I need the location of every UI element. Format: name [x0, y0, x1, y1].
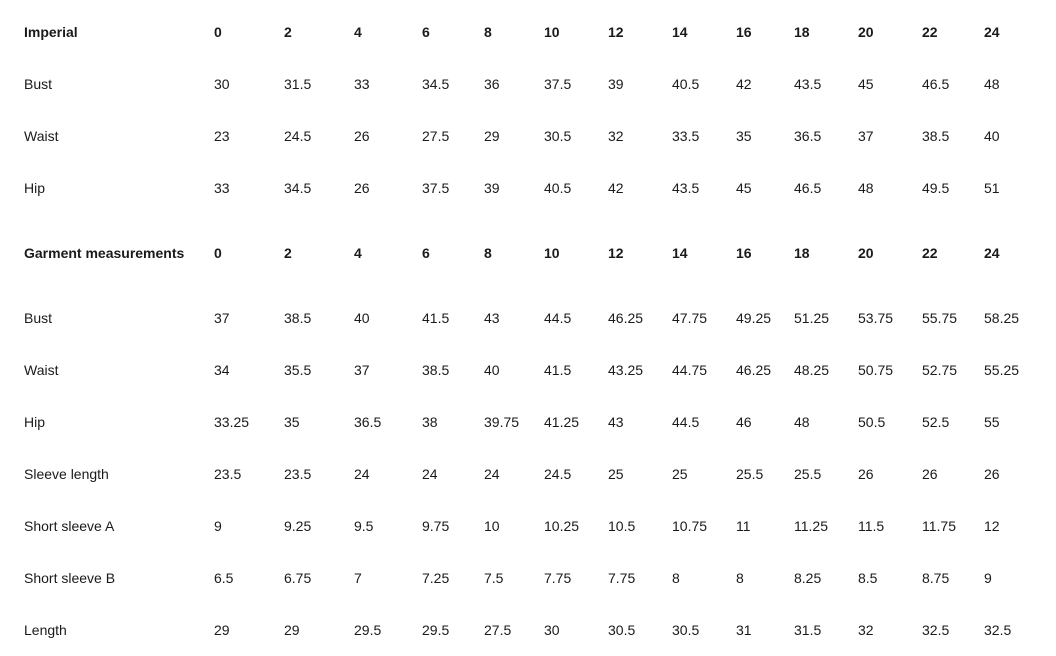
table-cell: 34.5: [284, 180, 312, 196]
table-cell: 38: [422, 414, 438, 430]
table-cell: 26: [922, 466, 938, 482]
table-cell: 9.75: [422, 518, 450, 534]
table-row: [24, 344, 1050, 396]
garment-header-row: [24, 214, 1050, 292]
table-cell: 25.5: [736, 466, 764, 482]
size-header-22: 22: [922, 24, 938, 40]
table-cell: 8: [672, 570, 680, 586]
table-cell: 35.5: [284, 362, 312, 378]
size-header-4: 4: [354, 24, 362, 40]
table-cell: 49.25: [736, 310, 772, 326]
size-header-12: 12: [608, 245, 624, 261]
table-cell: 52.5: [922, 414, 950, 430]
table-cell: 37.5: [422, 180, 450, 196]
table-cell: 45: [736, 180, 752, 196]
size-header-0: 0: [214, 24, 222, 40]
table-cell: 40.5: [672, 76, 700, 92]
size-header-14: 14: [672, 245, 688, 261]
imperial-header-row: [24, 6, 1050, 58]
table-cell: 11.75: [922, 518, 956, 534]
table-cell: 31: [736, 622, 752, 638]
table-cell: 11.25: [794, 518, 828, 534]
table-cell: 41.5: [544, 362, 572, 378]
table-cell: 33: [214, 180, 230, 196]
table-cell: 31.5: [794, 622, 822, 638]
table-row: [24, 448, 1050, 500]
table-cell: 26: [858, 466, 874, 482]
row-label: Waist: [24, 362, 59, 378]
table-cell: 26: [984, 466, 1000, 482]
table-cell: 9: [214, 518, 222, 534]
table-cell: 6.5: [214, 570, 234, 586]
table-cell: 8.25: [794, 570, 822, 586]
table-cell: 29: [214, 622, 230, 638]
table-row: [24, 110, 1050, 162]
size-header-10: 10: [544, 245, 560, 261]
table-row: [24, 58, 1050, 110]
table-cell: 25: [608, 466, 624, 482]
table-cell: 34.5: [422, 76, 450, 92]
table-cell: 10.75: [672, 518, 708, 534]
table-cell: 44.5: [544, 310, 572, 326]
row-label: Length: [24, 622, 67, 638]
imperial-heading: Imperial: [24, 24, 78, 40]
size-header-16: 16: [736, 245, 752, 261]
size-table-body: [24, 6, 1050, 656]
size-header-16: 16: [736, 24, 752, 40]
table-cell: 37.5: [544, 76, 572, 92]
table-cell: 32.5: [922, 622, 950, 638]
size-header-2: 2: [284, 245, 292, 261]
table-cell: 8.75: [922, 570, 950, 586]
table-cell: 48: [794, 414, 810, 430]
table-cell: 55: [984, 414, 1000, 430]
size-header-14: 14: [672, 24, 688, 40]
table-cell: 23: [214, 128, 230, 144]
table-cell: 43.5: [672, 180, 700, 196]
table-cell: 48: [858, 180, 874, 196]
table-cell: 38.5: [284, 310, 312, 326]
table-cell: 46.5: [794, 180, 822, 196]
table-cell: 43.25: [608, 362, 644, 378]
table-cell: 51: [984, 180, 1000, 196]
table-cell: 41.5: [422, 310, 450, 326]
table-cell: 40.5: [544, 180, 572, 196]
size-header-18: 18: [794, 245, 810, 261]
size-table: [24, 6, 1050, 656]
table-cell: 33.25: [214, 414, 250, 430]
table-cell: 35: [284, 414, 300, 430]
size-header-8: 8: [484, 24, 492, 40]
table-cell: 9.5: [354, 518, 374, 534]
table-cell: 29: [484, 128, 500, 144]
table-cell: 24.5: [544, 466, 572, 482]
table-cell: 11: [736, 518, 751, 534]
table-row: [24, 396, 1050, 448]
table-cell: 47.75: [672, 310, 708, 326]
table-cell: 36: [484, 76, 500, 92]
garment-heading: Garment measurements: [24, 245, 185, 261]
table-cell: 10.5: [608, 518, 636, 534]
table-cell: 36.5: [794, 128, 822, 144]
table-row: [24, 604, 1050, 656]
table-cell: 31.5: [284, 76, 312, 92]
table-cell: 30: [214, 76, 230, 92]
row-label: Short sleeve A: [24, 518, 115, 534]
table-cell: 34: [214, 362, 230, 378]
table-cell: 53.75: [858, 310, 894, 326]
table-row: [24, 500, 1050, 552]
size-header-0: 0: [214, 245, 222, 261]
table-cell: 38.5: [422, 362, 450, 378]
table-cell: 23.5: [214, 466, 242, 482]
table-cell: 44.75: [672, 362, 708, 378]
table-cell: 45: [858, 76, 874, 92]
table-cell: 30: [544, 622, 560, 638]
row-label: Short sleeve B: [24, 570, 116, 586]
table-cell: 30.5: [544, 128, 572, 144]
table-cell: 9.25: [284, 518, 312, 534]
size-header-10: 10: [544, 24, 560, 40]
table-cell: 37: [214, 310, 230, 326]
size-header-20: 20: [858, 245, 874, 261]
table-cell: 24: [354, 466, 370, 482]
size-header-24: 24: [984, 24, 1000, 40]
table-cell: 7.75: [544, 570, 572, 586]
table-cell: 27.5: [484, 622, 512, 638]
table-cell: 40: [354, 310, 370, 326]
table-cell: 6.75: [284, 570, 312, 586]
table-cell: 49.5: [922, 180, 950, 196]
row-label: Waist: [24, 128, 59, 144]
table-cell: 50.5: [858, 414, 886, 430]
table-row: [24, 292, 1050, 344]
row-label: Sleeve length: [24, 466, 109, 482]
table-cell: 58.25: [984, 310, 1020, 326]
table-cell: 32.5: [984, 622, 1012, 638]
row-label: Hip: [24, 414, 46, 430]
table-cell: 12: [984, 518, 1000, 534]
table-cell: 50.75: [858, 362, 894, 378]
table-cell: 46.25: [608, 310, 644, 326]
size-header-12: 12: [608, 24, 624, 40]
table-cell: 29.5: [422, 622, 450, 638]
table-cell: 38.5: [922, 128, 950, 144]
size-header-20: 20: [858, 24, 874, 40]
table-cell: 52.75: [922, 362, 958, 378]
table-cell: 24.5: [284, 128, 312, 144]
table-cell: 43.5: [794, 76, 822, 92]
table-cell: 46: [736, 414, 752, 430]
table-cell: 7.5: [484, 570, 504, 586]
table-row: [24, 552, 1050, 604]
table-cell: 32: [608, 128, 624, 144]
table-cell: 46.5: [922, 76, 950, 92]
table-cell: 8: [736, 570, 744, 586]
table-cell: 55.75: [922, 310, 958, 326]
table-cell: 51.25: [794, 310, 830, 326]
table-cell: 29: [284, 622, 300, 638]
size-header-2: 2: [284, 24, 292, 40]
size-header-22: 22: [922, 245, 938, 261]
table-cell: 26: [354, 180, 370, 196]
table-cell: 35: [736, 128, 752, 144]
table-cell: 11.5: [858, 518, 885, 534]
table-cell: 7: [354, 570, 362, 586]
table-cell: 23.5: [284, 466, 312, 482]
table-cell: 42: [608, 180, 624, 196]
table-cell: 25.5: [794, 466, 822, 482]
table-cell: 48.25: [794, 362, 830, 378]
row-label: Bust: [24, 310, 53, 326]
table-cell: 39: [608, 76, 624, 92]
table-cell: 30.5: [608, 622, 636, 638]
table-cell: 46.25: [736, 362, 772, 378]
table-cell: 33.5: [672, 128, 700, 144]
size-header-18: 18: [794, 24, 810, 40]
table-cell: 33: [354, 76, 370, 92]
table-cell: 8.5: [858, 570, 878, 586]
table-cell: 39.75: [484, 414, 520, 430]
table-cell: 48: [984, 76, 1000, 92]
table-cell: 36.5: [354, 414, 382, 430]
table-cell: 24: [484, 466, 500, 482]
table-cell: 32: [858, 622, 874, 638]
table-cell: 7.25: [422, 570, 450, 586]
size-header-6: 6: [422, 24, 430, 40]
table-row: [24, 162, 1050, 214]
size-header-24: 24: [984, 245, 1000, 261]
table-cell: 40: [484, 362, 500, 378]
table-cell: 29.5: [354, 622, 382, 638]
table-cell: 37: [354, 362, 370, 378]
table-cell: 30.5: [672, 622, 700, 638]
table-cell: 9: [984, 570, 992, 586]
size-header-8: 8: [484, 245, 492, 261]
table-cell: 7.75: [608, 570, 636, 586]
table-cell: 43: [484, 310, 500, 326]
table-cell: 24: [422, 466, 438, 482]
table-cell: 41.25: [544, 414, 580, 430]
size-header-4: 4: [354, 245, 362, 261]
row-label: Bust: [24, 76, 53, 92]
table-cell: 26: [354, 128, 370, 144]
table-cell: 42: [736, 76, 752, 92]
table-cell: 43: [608, 414, 624, 430]
table-cell: 37: [858, 128, 874, 144]
table-cell: 44.5: [672, 414, 700, 430]
table-cell: 27.5: [422, 128, 450, 144]
table-cell: 10.25: [544, 518, 580, 534]
row-label: Hip: [24, 180, 46, 196]
size-header-6: 6: [422, 245, 430, 261]
table-cell: 55.25: [984, 362, 1020, 378]
table-cell: 10: [484, 518, 500, 534]
table-cell: 25: [672, 466, 688, 482]
table-cell: 40: [984, 128, 1000, 144]
table-cell: 39: [484, 180, 500, 196]
